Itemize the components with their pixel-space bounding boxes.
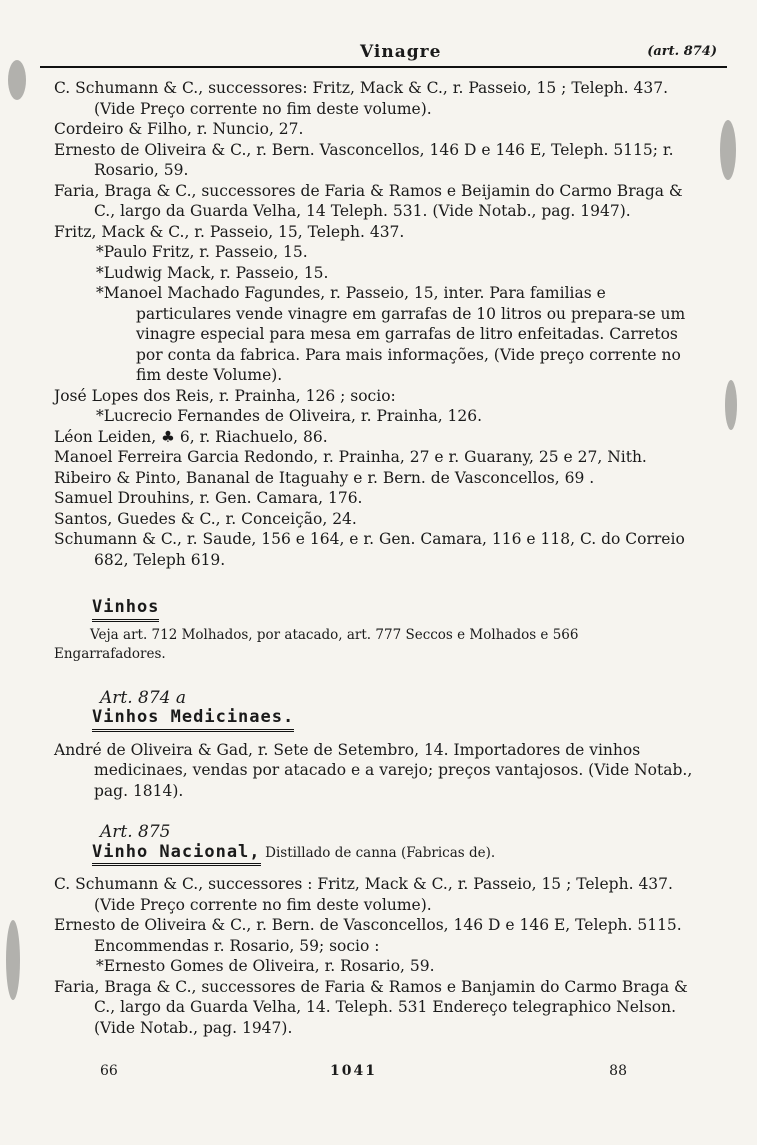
listing-entry: *Ludwig Mack, r. Passeio, 15. (96, 263, 329, 282)
section-title-nacional: Vinho Nacional, (92, 843, 261, 867)
scan-noise (725, 380, 737, 430)
footer-right-number: 88 (609, 1063, 627, 1079)
section-subtitle-nacional: Distillado de canna (Fabricas de). (265, 844, 496, 861)
scan-noise (6, 920, 20, 1000)
footer-left-number: 66 (100, 1063, 118, 1079)
medicinaes-list (54, 740, 694, 802)
listing-entry: Schumann & C., r. Saude, 156 e 164, e r. Gen. Camara, 116 e 118, C. do Correio 682, Teleph 619. (54, 530, 685, 569)
nacional-list (54, 874, 694, 1038)
listing-entry: Faria, Braga & C., successores de Faria & Ramos e Banjamin do Carmo Braga & C., largo da Guarda Velha, 14. Teleph. 531 Endereço telegraphico Nelson. (Vide Notab., pag. 1947). (54, 977, 688, 1037)
vinhos-note: Veja art. 712 Molhados, por atacado, art. 777 Seccos e Molhados e 566 Engarrafadores. (54, 626, 579, 662)
listing-entry: C. Schumann & C., successores : Fritz, Mack & C., r. Passeio, 15 ; Teleph. 437. (Vide Preço corrente no fim deste volume). (54, 875, 673, 914)
section-vinhos (54, 598, 694, 665)
section-title-vinhos: Vinhos (92, 598, 159, 622)
listing-entry: José Lopes dos Reis, r. Prainha, 126 ; socio: (54, 386, 396, 405)
vinagre-list (54, 78, 694, 570)
article-number-874a: Art. 874 a (100, 687, 187, 708)
listing-entry: Léon Leiden, ♣ 6, r. Riachuelo, 86. (54, 427, 328, 446)
page-footer (40, 1063, 717, 1083)
listing-entry: *Manoel Machado Fagundes, r. Passeio, 15, inter. Para familias e particulares vende vinagre em garrafas de 10 litros ou prepara-se um vinagre especial para mesa em garrafas de litro enfeitadas. Carretos por conta da fabrica. Para mais informações, (Vide preço corrente no fim deste Volume). (96, 284, 686, 384)
scan-noise (720, 120, 736, 180)
page-header (40, 40, 727, 68)
section-title-medicinaes: Vinhos Medicinaes. (92, 708, 294, 732)
listing-entry: *Paulo Fritz, r. Passeio, 15. (96, 243, 308, 261)
section-medicinaes (54, 689, 694, 802)
section-nacional (54, 823, 694, 1038)
page-body (54, 78, 694, 1038)
listing-entry: Ernesto de Oliveira & C., r. Bern. de Vasconcellos, 146 D e 146 E, Teleph. 5115. Encommendas r. Rosario, 59; socio : (54, 916, 682, 955)
header-article-ref: (art. 874) (647, 44, 717, 59)
footer-page-number: 1041 (330, 1063, 377, 1079)
listing-entry: Cordeiro & Filho, r. Nuncio, 27. (54, 120, 304, 138)
listing-entry: André de Oliveira & Gad, r. Sete de Setembro, 14. Importadores de vinhos medicinaes, vendas por atacado e a varejo; preços vantajosos. (Vide Notab., pag. 1814). (54, 740, 693, 800)
listing-entry: Faria, Braga & C., successores de Faria & Ramos e Beijamin do Carmo Braga & C., largo da Guarda Velha, 14 Teleph. 531. (Vide Notab., pag. 1947). (54, 181, 683, 220)
scan-noise (8, 60, 26, 100)
article-number-875: Art. 875 (100, 822, 171, 842)
listing-entry: Manoel Ferreira Garcia Redondo, r. Prainha, 27 e r. Guarany, 25 e 27, Nith. (54, 448, 647, 466)
listing-entry: Santos, Guedes & C., r. Conceição, 24. (54, 509, 357, 528)
header-title: Vinagre (360, 42, 442, 62)
listing-entry: Ernesto de Oliveira & C., r. Bern. Vasconcellos, 146 D e 146 E, Teleph. 5115; r. Rosario, 59. (54, 140, 674, 179)
listing-entry: Fritz, Mack & C., r. Passeio, 15, Teleph. 437. (54, 222, 405, 241)
listing-entry: Ribeiro & Pinto, Bananal de Itaguahy e r. Bern. de Vasconcellos, 69 . (54, 468, 595, 487)
listing-entry: *Lucrecio Fernandes de Oliveira, r. Prainha, 126. (96, 407, 483, 425)
listing-entry: *Ernesto Gomes de Oliveira, r. Rosario, 59. (96, 957, 435, 975)
listing-entry: Samuel Drouhins, r. Gen. Camara, 176. (54, 489, 363, 507)
listing-entry: C. Schumann & C., successores: Fritz, Mack & C., r. Passeio, 15 ; Teleph. 437. (Vide Preço corrente no fim deste volume). (54, 79, 669, 118)
